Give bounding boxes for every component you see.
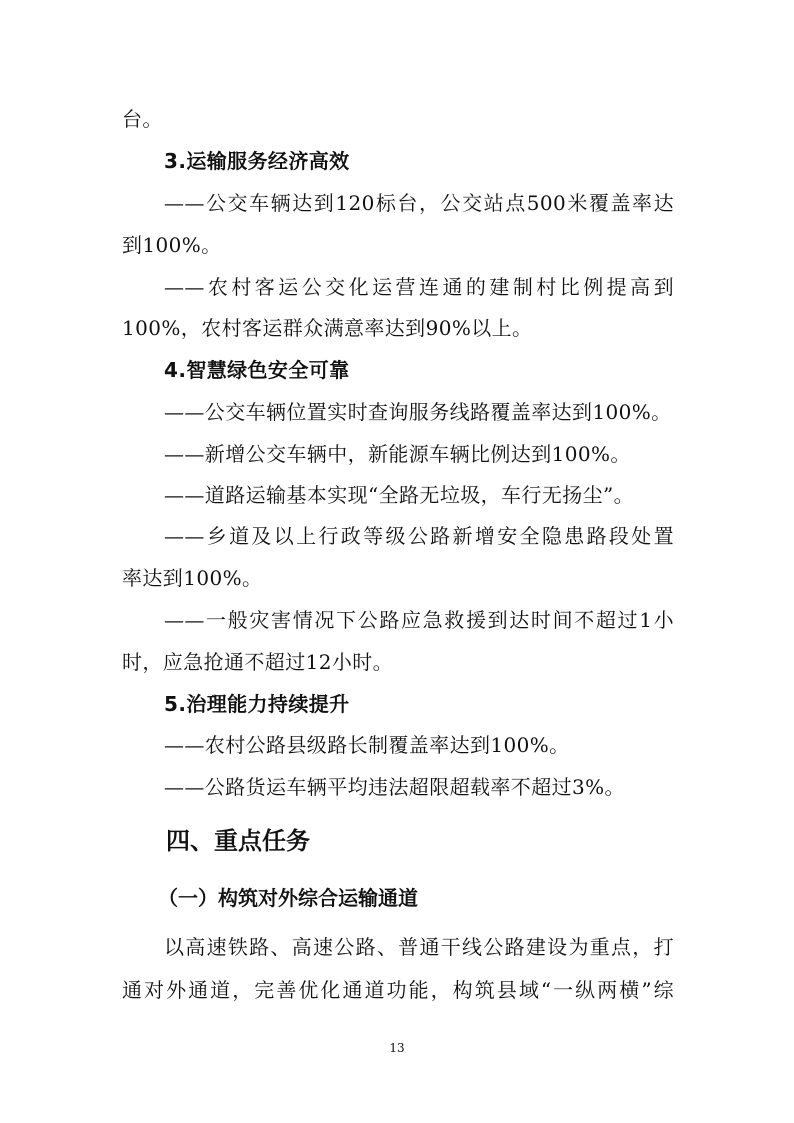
text-line: 台。 bbox=[122, 107, 163, 131]
text-line: ——农村公路县级路长制覆盖率达到100%。 bbox=[164, 733, 570, 757]
text-line: ——一般灾害情况下公路应急救援到达时间不超过1小 bbox=[164, 608, 674, 632]
item-heading: 3.运输服务经济高效 bbox=[164, 149, 350, 173]
text-line: 到100%。 bbox=[122, 233, 222, 257]
text-line: 以高速铁路、高速公路、普通干线公路建设为重点，打 bbox=[164, 935, 674, 959]
item-heading: 5.治理能力持续提升 bbox=[164, 692, 350, 716]
item-heading: 4.智慧绿色安全可靠 bbox=[164, 358, 350, 382]
subsection-heading: （一）构筑对外综合运输通道 bbox=[158, 886, 418, 910]
text-line: ——新增公交车辆中，新能源车辆比例达到100%。 bbox=[164, 442, 631, 466]
text-line: 率达到100%。 bbox=[122, 566, 263, 590]
text-line: ——公交车辆达到120标台，公交站点500米覆盖率达 bbox=[164, 191, 674, 215]
text-line: ——农村客运公交化运营连通的建制村比例提高到 bbox=[164, 275, 674, 299]
text-line: ——公路货运车辆平均违法超限超载率不超过3%。 bbox=[164, 775, 625, 799]
page-number: 13 bbox=[389, 1041, 405, 1055]
text-line: ——乡道及以上行政等级公路新增安全隐患路段处置 bbox=[164, 524, 674, 548]
text-line: 时，应急抢通不超过12小时。 bbox=[122, 650, 394, 674]
text-line: 100%，农村客运群众满意率达到90%以上。 bbox=[122, 316, 533, 340]
section-heading: 四、重点任务 bbox=[166, 827, 310, 855]
text-line: ——公交车辆位置实时查询服务线路覆盖率达到100%。 bbox=[164, 400, 672, 424]
text-line: 通对外通道，完善优化通道功能，构筑县域“一纵两横”综 bbox=[122, 978, 674, 1002]
text-line: ——道路运输基本实现“全路无垃圾，车行无扬尘”。 bbox=[164, 483, 635, 507]
